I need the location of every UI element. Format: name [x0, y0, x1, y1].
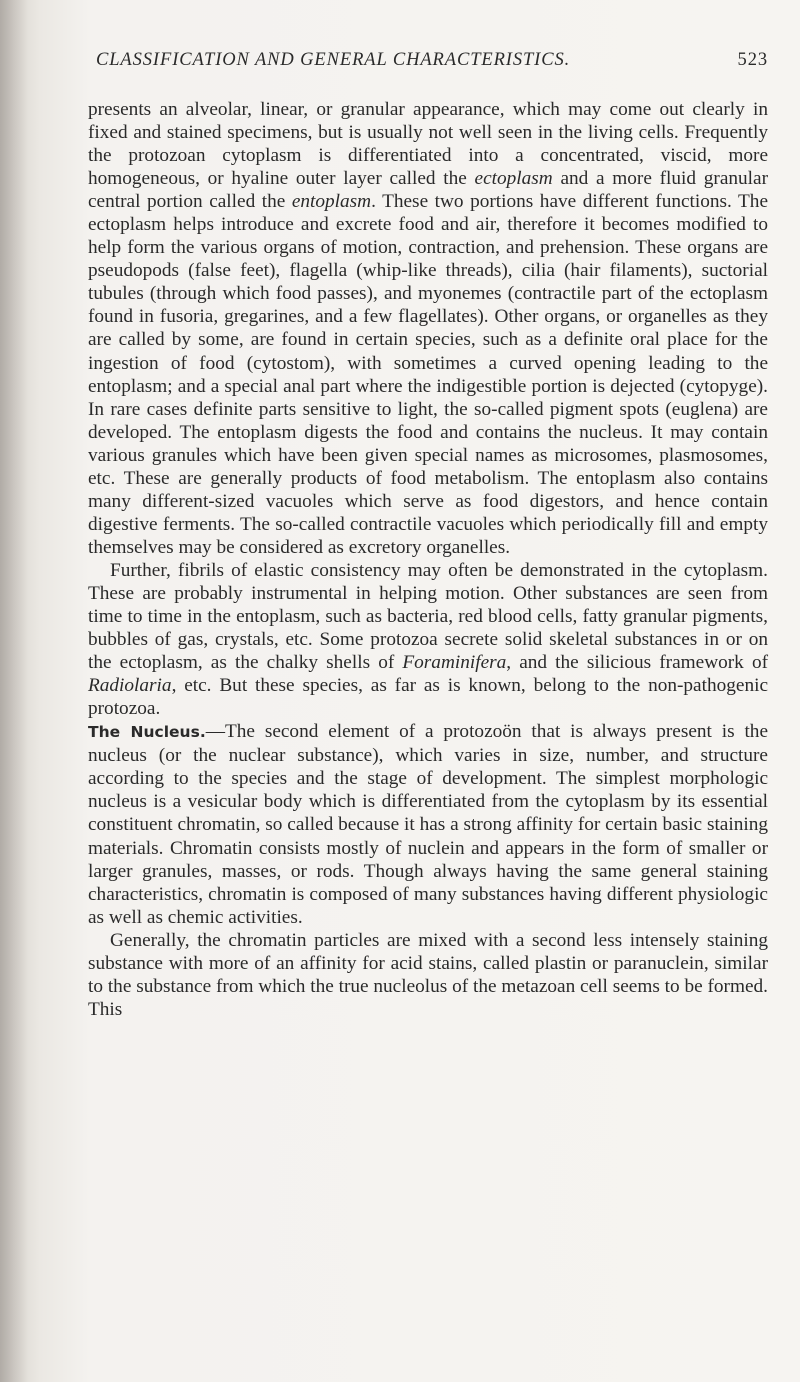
term-italic: ectoplasm	[474, 168, 553, 190]
text-segment: . These two portions have different functions. The ectoplasm helps introduce and excrete food and air, therefore it becomes modified to help form the various organs of motion, contraction, and prehension. These organs are pseudopods (false feet), flagella (whip-like threads), cilia (hair filaments), suctorial tubules (through which food passes), and myonemes (contractile part of the ectoplasm found in fusoria, gregarines, and a few flagellates). Other organs, or organelles as they are called by some, are found in certain species, such as a definite oral place for the ingestion of food (cytostom), with sometimes a curved opening leading to the entoplasm; and a special anal part where the indigestible portion is dejected (cytopyge). In rare cases definite parts sensitive to light, the so-called pigment spots (euglena) are developed. The entoplasm digests the food and contains the nucleus. It may contain various granules which have been given special names as microsomes, plasmosomes, etc. These are generally products of food metabolism. The entoplasm also contains many different-sized vacuoles which serve as food digestors, and hence contain digestive ferments. The so-called contractile vacuoles which periodically fill and empty themselves may be considered as excretory organelles.	[88, 191, 768, 558]
text-segment: presents an alveolar, linear, or granular appearance, which may come out clearly in fixed and stained specimens, but is usually not well seen in the living cells. Frequently the protozoan cytoplasm is differentiated into a concentrated, viscid, more homogeneous, or hyaline outer layer called the	[88, 99, 768, 190]
section-heading: The Nucleus.	[88, 723, 206, 742]
term-italic: Radiolaria	[88, 675, 172, 697]
running-head-title: CLASSIFICATION AND GENERAL CHARACTERISTICS.	[96, 50, 571, 70]
page-number: 523	[737, 50, 768, 70]
paragraph	[88, 98, 768, 559]
text-segment: Further, fibrils of elastic consistency may often be demonstrated in the cytoplasm. These are probably instrumental in helping motion. Other substances are seen from time to time in the entoplasm, such as bacteria, red blood cells, fatty granular pigments, bubbles of gas, crystals, etc. Some protozoa secrete solid skeletal substances in or on the ectoplasm, as the chalky shells of	[88, 559, 768, 674]
paragraph	[88, 720, 768, 928]
text-segment: Generally, the chromatin particles are mixed with a second less intensely staining substance with more of an affinity for acid stains, called plastin or paranuclein, similar to the substance from which the true nucleolus of the metazoan cell seems to be formed. This	[88, 929, 768, 1020]
text-segment: , and the silicious framework of	[506, 652, 769, 674]
running-head	[96, 50, 768, 78]
text-segment: , etc. But these species, as far as is known, belong to the non-pathogenic protozoa.	[88, 675, 768, 720]
text-segment: —The second element of a protozoön that is always present is the nucleus (or the nuclear substance), which varies in size, number, and structure according to the species and the stage of development. The simplest morphologic nucleus is a vesicular body which is differentiated from the cytoplasm by its essential constituent chromatin, so called because it has a strong affinity for certain basic staining materials. Chromatin consists mostly of nuclein and appears in the form of smaller or larger granules, masses, or rods. Though always having the same general staining characteristics, chromatin is composed of many substances having different physiologic as well as chemic activities.	[88, 721, 769, 928]
page-gutter-shadow	[0, 0, 28, 1382]
body-text	[88, 98, 768, 1021]
term-italic: entoplasm	[291, 191, 372, 213]
paragraph	[88, 559, 768, 720]
paragraph	[88, 929, 768, 1021]
text-segment: and a more fluid granular central portion called the	[88, 168, 768, 213]
term-italic: Foraminifera	[402, 652, 507, 674]
